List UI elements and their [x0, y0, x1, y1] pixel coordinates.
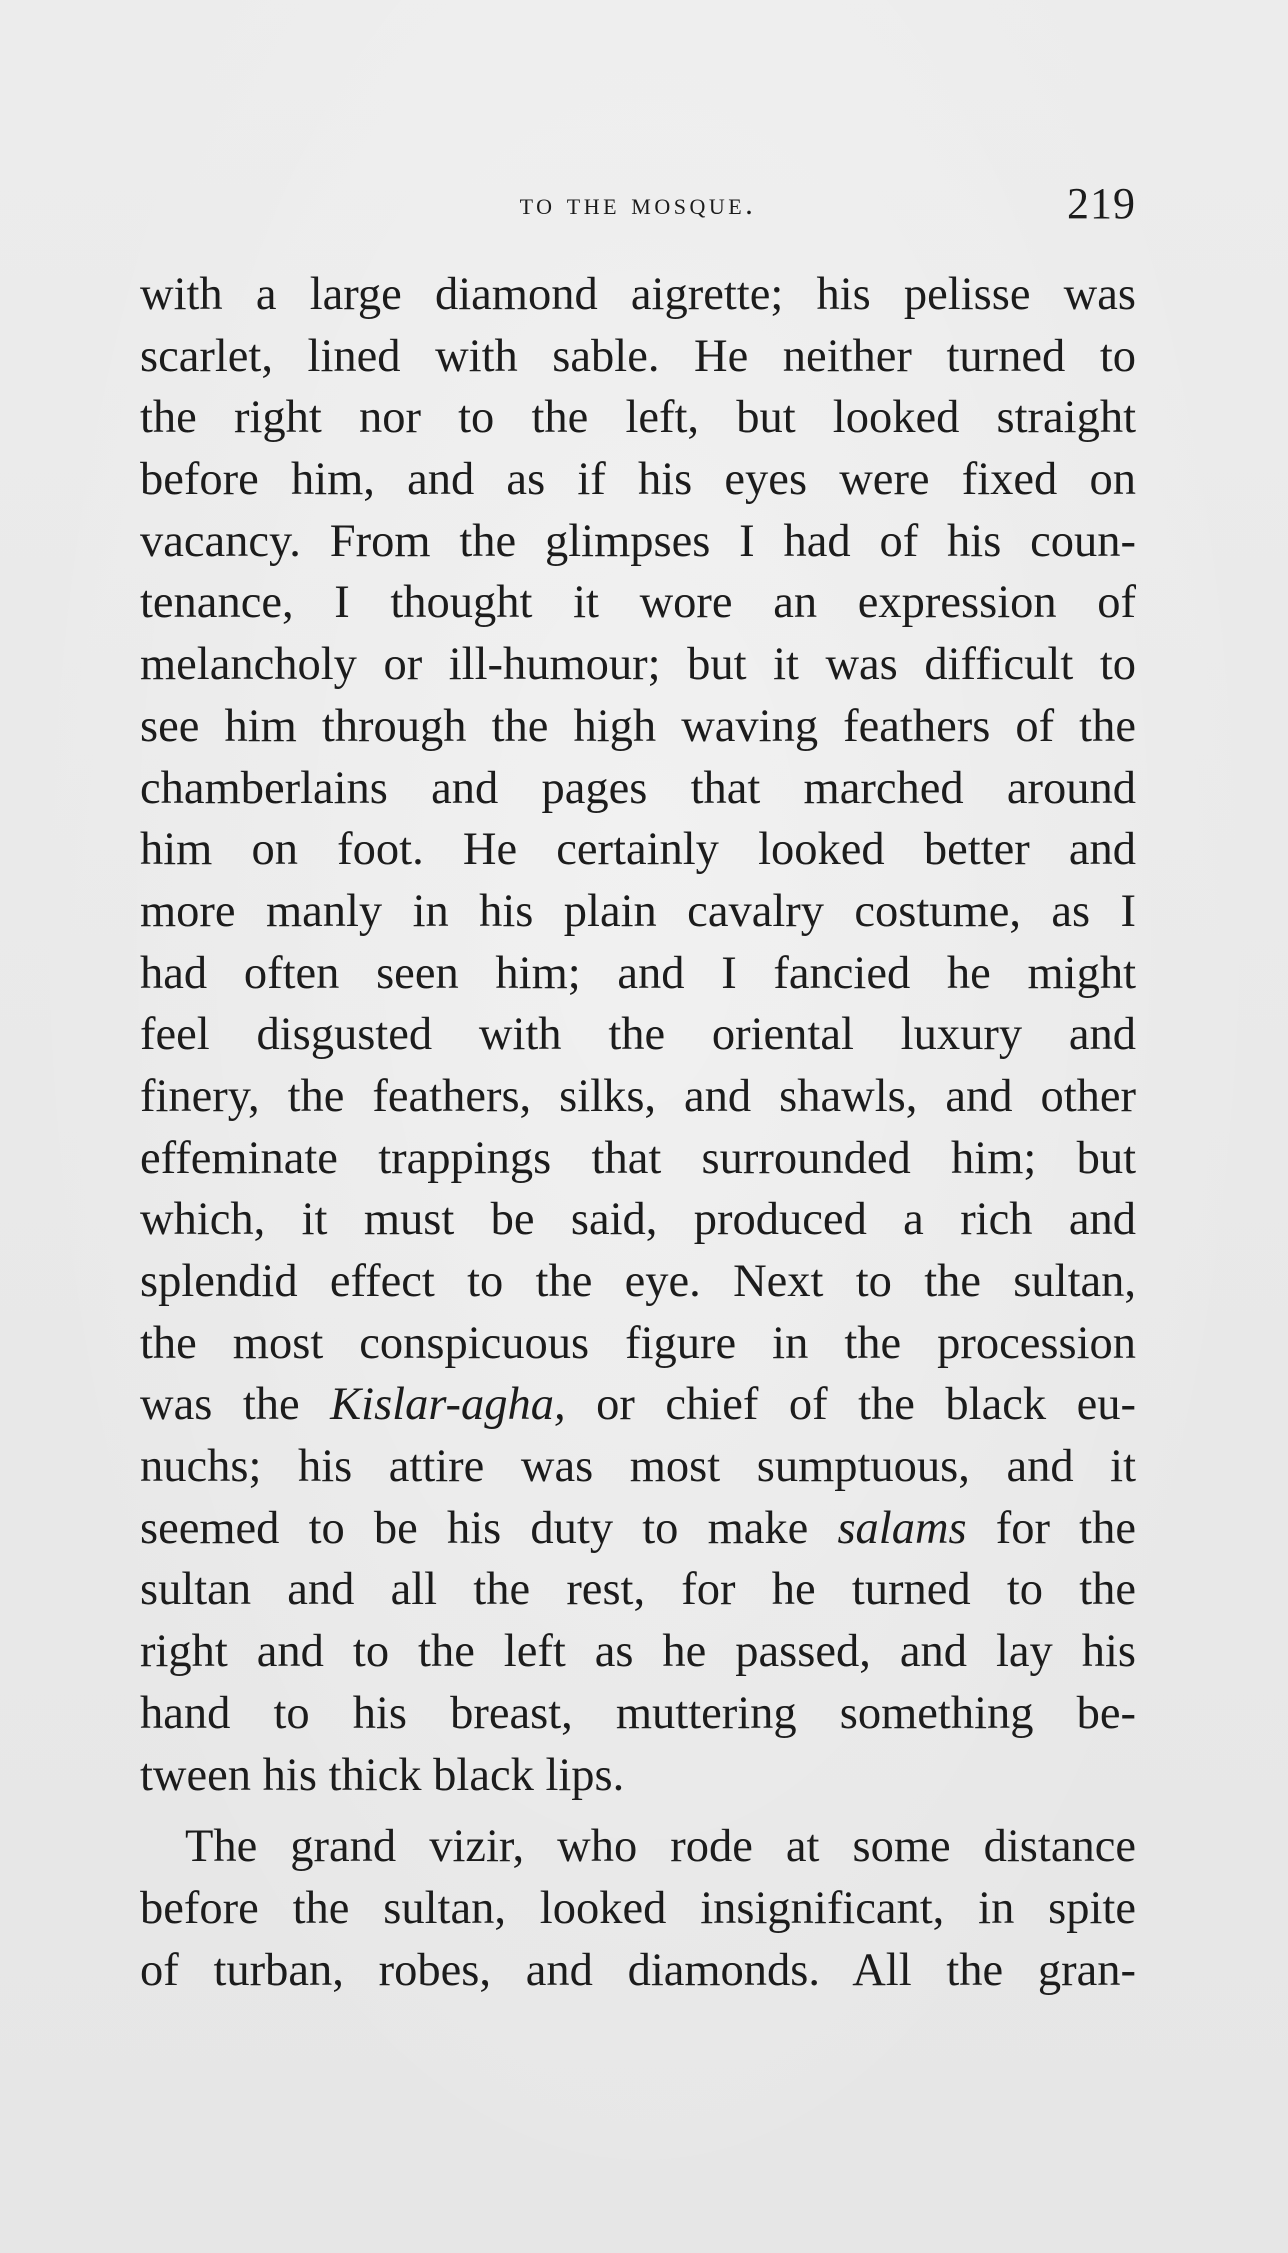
italic-term: salams [837, 1502, 967, 1554]
paragraph [140, 264, 1136, 1806]
text-line: tenance, I thought it wore an expression of [140, 577, 1136, 629]
text-line: nuchs; his attire was most sumptuous, and it [140, 1441, 1136, 1493]
text-line: of turban, robes, and diamonds. All the gran- [140, 1944, 1136, 1996]
text-line: tween his thick black lips. [140, 1749, 625, 1801]
text-line: effeminate trappings that surrounded him; but [140, 1132, 1136, 1184]
text-line: hand to his breast, muttering something be- [140, 1687, 1136, 1739]
paragraph [140, 1816, 1136, 2001]
text-line: sultan and all the rest, for he turned to the [140, 1564, 1136, 1616]
page-number: 219 [1067, 179, 1136, 228]
text-line: the right nor to the left, but looked straight [140, 392, 1136, 444]
running-head [140, 179, 1136, 228]
text-line: chamberlains and pages that marched around [140, 762, 1136, 814]
text-line: the most conspicuous figure in the procession [140, 1317, 1136, 1369]
text-line: right and to the left as he passed, and lay his [140, 1626, 1136, 1678]
text-line: scarlet, lined with sable. He neither turned to [140, 330, 1136, 382]
italic-term: Kislar-agha, [330, 1379, 566, 1431]
text-line: melancholy or ill-humour; but it was difficult to [140, 639, 1136, 691]
text-line: him on foot. He certainly looked better and [140, 824, 1136, 876]
text-line: finery, the feathers, silks, and shawls, and other [140, 1070, 1136, 1122]
text-line: splendid effect to the eye. Next to the sultan, [140, 1256, 1136, 1307]
text-line: had often seen him; and I fancied he might [140, 947, 1136, 999]
text-line: with a large diamond aigrette; his pelisse was [140, 269, 1136, 320]
text-line: was the Kislar-agha, or chief of the black eu- [140, 1379, 1137, 1431]
text-line: seemed to be his duty to make salams for the [140, 1502, 1136, 1554]
text-line: which, it must be said, produced a rich and [140, 1194, 1136, 1246]
text-line: more manly in his plain cavalry costume, as I [140, 885, 1136, 937]
text-line: see him through the high waving feathers of the [140, 700, 1136, 752]
text-line: feel disgusted with the oriental luxury and [140, 1009, 1136, 1061]
running-title: to the mosque. [519, 186, 757, 221]
text-line: vacancy. From the glimpses I had of his coun- [140, 515, 1136, 567]
text-line: The grand vizir, who rode at some distance [185, 1821, 1136, 1873]
text-line: before him, and as if his eyes were fixed on [140, 454, 1136, 506]
body-text [140, 264, 1136, 2001]
text-line: before the sultan, looked insignificant, in spite [140, 1882, 1136, 1934]
